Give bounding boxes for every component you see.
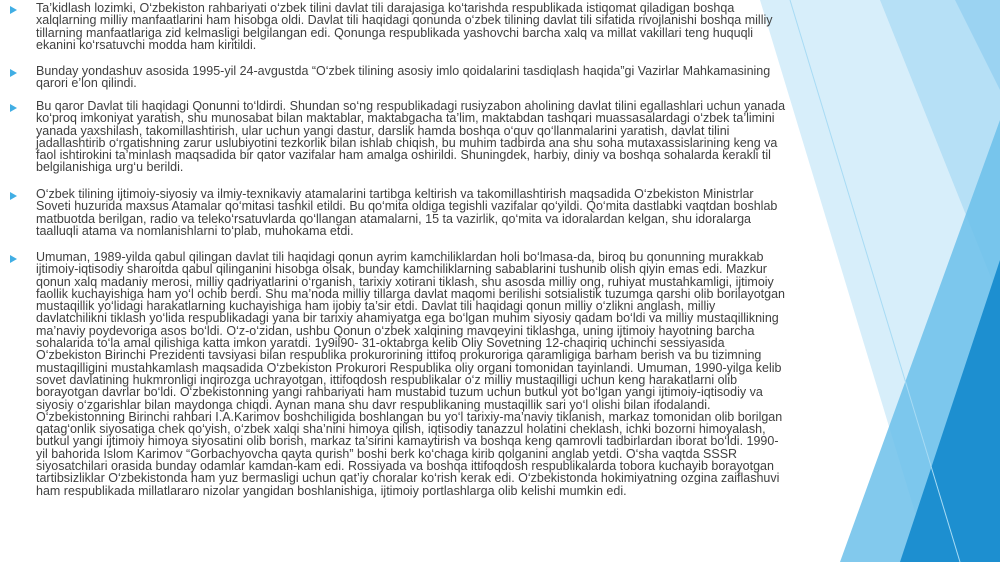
bullet-icon (10, 255, 17, 263)
paragraph-3: Bu qaror Davlat tili haqidagi Qonunni to‘ldirdi. Shundan so‘ng respublikadagi rusiyzabon aholining davlat tilini egallashlari uchun yanada ko‘proq imkoniyat yaratish, shu munosabat bilan maktablar, maktabgacha ta’lim, maktabdan tashqari muassasalardagi o‘zbek ta’limini yanada yaxshilash, takomillashtirish, ular uchun yangi dastur, darslik hamda boshqa o‘quv qo‘llanmalarini yaratish, davlat tilini jadallashtirib o‘rgatishning zarur uslubiyotini tezkorlik bilan ishlab chiqish, bu muhim tadbirda ana shu soha mutaxassislarining keng va faol ishtirokini ta’minlash maqsadida bir qator vazifalar ham amalga oshirildi. Shuningdek, harbiy, diniy va boshqa sohalarda kerakli til belgilanishiga urg‘u berildi. (36, 99, 786, 175)
bullet-icon (10, 69, 17, 77)
paragraph-2: Bunday yondashuv asosida 1995-yil 24-avgustda “O‘zbek tilining asosiy imlo qoidalarini tasdiqlash haqida”gi Vazirlar Mahkamasining qarori e’lon qilindi. (36, 64, 771, 91)
bullet-icon (10, 104, 17, 112)
bullet-icon (10, 6, 17, 14)
paragraph-4: O‘zbek tilining ijtimoiy-siyosiy va ilmiy-texnikaviy atamalarini tartibga keltirish va takomillashtirish maqsadida O‘zbekiston Ministrlar Soveti huzurida maxsus Atamalar qo‘mitasi tashkil etildi. Bu qo‘mita oldiga tegishli vazifalar qo‘yildi. Qo‘mita dastlabki vaqtdan boshlab matbuotda berilgan, radio va teleko‘rsatuvlarda qo‘llangan atamalarni, 15 ta vazirlik, qo‘mita va idoralardan kelgan, shu idoralarga taalluqli atama va nomlanishlarni to‘plab, muhokama etdi. (36, 187, 778, 238)
paragraph-5: Umuman, 1989-yilda qabul qilingan davlat tili haqidagi qonun ayrim kamchiliklardan holi bo‘lmasa-da, biroq bu qonunning murakkab ijtimoiy-iqtisodiy sharoitda qabul qilinganini hisobga olsak, bunday kamchiliklarning sabablarini tushunib olish qiyin emas edi. Mazkur qonun xalq madaniy merosi, milliy qadriyatlarini o‘rganish, tarixiy xotirani tiklash, shu asosda milliy ong, ruhiyat mustahkamligi, ijtimoiy faollik kuchayishiga ham yo‘l ochib berdi. Shu ma’noda milliy tillarga davlat maqomi berilishi sotsialistik tuzumga qarshi olib borilayotgan mustaqillik yo‘lidagi harakatlarning kuchayishiga ham ijobiy ta’sir etdi. Davlat tili haqidagi qonun milliy o‘zlikni anglash, milliy davlatchilikni tiklash yo‘lida respublikadagi yana bir tarixiy ahamiyatga ega bo‘lgan muhim siyosiy qadam bo‘ldi va milliy mustaqillikning ma’naviy poydevoriga asos bo‘ldi. O‘z-o‘zidan, ushbu Qonun o‘zbek xalqining mavqeyini tiklashga, uning ijtimoiy hayotning barcha sohalarida to‘la amal qilishiga katta imkon yaratdi. 1y9il90- 31-oktabrga kelib Oliy Sovetning 12-chaqiriq uchinchi sessiyasida O‘zbekiston Birinchi Prezidenti tavsiyasi bilan respublika prokurorining ittifoq prokuroriga qaramligiga barham berish va bu tizimning mustaqilligini mustahkamlash maqsadida O‘zbekiston Prokurori Respublika oliy organi tomonidan tayinlandi. Umuman, 1990-yilga kelib sovet davlatining hukmronligi inqirozga uchrayotgan, ittifoqdosh respublikalar o‘z milliy mustaqilligi uchun keng harakatlarni olib borayotgan davrlar bo‘ldi. O‘zbekistonning yangi rahbariyati ham mustabid tuzum uchun butkul yot bo‘lgan yangi ijtimoiy-iqtisodiy va siyosiy o‘zgarishlar bilan maydonga chiqdi. Aynan mana shu davr respublikaning mustaqillik sari yo‘l olishi bilan ifodalandi. O‘zbekistonning Birinchi rahbari I.A.Karimov boshchiligida boshlangan bu yo‘l tarixiy-ma’naviy tiklanish, markaz tomonidan olib borilgan qatag‘onlik siyosatiga chek qo‘yish, o‘zbek xalqi sha’nini himoya qilish, iqtisodiy tanazzul holatini cheklash, ichki bozorni himoyalash, butkul yangi ijtimoiy himoya siyosatini olib borish, markaz ta’sirini kamaytirish va boshqa keng qamrovli tadbirlardan iborat bo‘ldi. 1990-yil bahorida Islom Karimov “Gorbachyovcha qayta qurish” boshi berk ko‘chaga kirib qolganini anglab yetdi. O‘sha vaqtda SSSR siyosatchilari orasida bunday odamlar kamdan-kam edi. Rossiyada va boshqa ittifoqdosh respublikalarda tobora kuchayib borayotgan tartibsizliklar O‘zbekistonda ham yuz bermasligi uchun qat’iy choralar ko‘rish kerak edi. O‘zbekistonda hokimiyatning ozgina zaiflashuvi ham respublikada millatlararo nizolar yangidan boshlanishiga, ijtimoiy portlashlarga olib kelishi mumkin edi. (36, 250, 785, 498)
bullet-icon (10, 192, 17, 200)
paragraph-1: Ta’kidlash lozimki, O‘zbekiston rahbariyati o‘zbek tilini davlat tili darajasiga ko‘tarishda respublikada istiqomat qiladigan boshqa xalqlarning milliy manfaatlarini ham hisobga oldi. Davlat tili haqidagi qonunda o‘zbek tilining davlat tili sifatida rivojlanishi boshqa milliy tillarning manfaatlariga zid kelmasligi belgilangan edi. Qonunga respublikada yashovchi barcha xalq va millat vakillari teng huquqli ekanini ko‘rsatuvchi modda ham kiritildi. (36, 1, 773, 52)
